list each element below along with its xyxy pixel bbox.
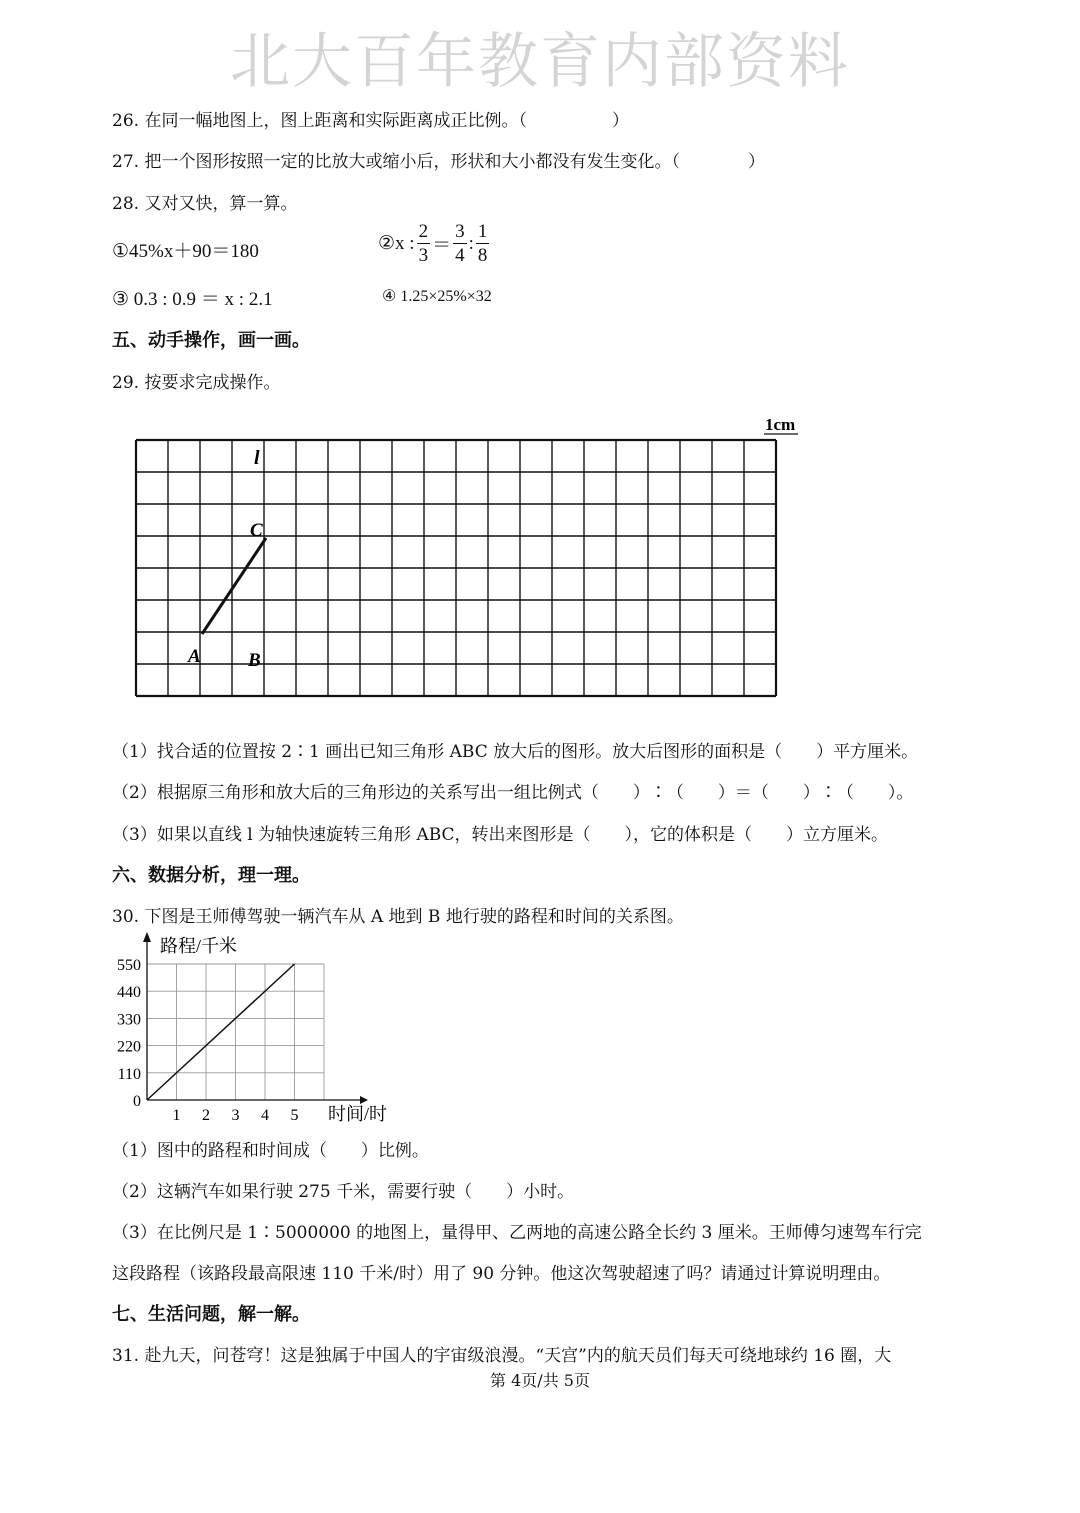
series-line: [147, 964, 295, 1100]
segment-ac: [202, 538, 266, 634]
chart-series: [147, 964, 295, 1100]
question-30-2: （2）这辆汽车如果行驶 275 千米，需要行驶（ ）小时。: [112, 1182, 575, 1202]
unit-label: 1cm: [765, 415, 796, 434]
fraction: [417, 222, 431, 265]
grid-lines: [136, 440, 776, 696]
question-26: 26. 在同一幅地图上，图上距离和实际距离成正比例。（ ）: [112, 111, 629, 131]
x-tick-label: 2: [202, 1107, 210, 1124]
question-30-3-line1: （3）在比例尺是 1∶5000000 的地图上，量得甲、乙两地的高速公路全长约 3 厘米。王师傅匀速驾车行完: [112, 1223, 922, 1243]
fraction-denominator: 8: [477, 245, 488, 266]
question-29-2: （2）根据原三角形和放大后的三角形边的关系写出一组比例式（ ）∶（ ）＝（ ）∶（ ）。: [112, 783, 914, 803]
calc-item-2-prefix: ②x :: [378, 233, 415, 254]
chart-grid: [147, 964, 324, 1100]
y-axis-label: 路程/千米: [160, 936, 238, 956]
fraction-numerator: 3: [455, 221, 465, 242]
fraction-denominator: 4: [455, 245, 465, 266]
x-axis-label: 时间/时: [328, 1104, 388, 1124]
chart-ticks: [117, 957, 299, 1124]
grid-figure: [120, 408, 820, 718]
y-axis-arrow: [143, 932, 151, 942]
fraction-numerator: 1: [477, 221, 488, 242]
question-30-3-line2: 这段路程（该路段最高限速 110 千米/时）用了 90 分钟。他这次驾驶超速了吗？请通过计算说明理由。: [112, 1264, 891, 1284]
y-tick-label: 550: [117, 957, 141, 974]
section-5-heading: 五、动手操作，画一画。: [112, 330, 310, 351]
question-29-1: （1）找合适的位置按 2∶1 画出已知三角形 ABC 放大后的图形。放大后图形的面积是（ ）平方厘米。: [112, 742, 919, 762]
y-tick-label: 330: [117, 1011, 141, 1029]
question-29-3: （3）如果以直线 l 为轴快速旋转三角形 ABC，转出来图形是（ ），它的体积是（ ）立方厘米。: [112, 825, 889, 845]
x-tick-label: 3: [231, 1107, 240, 1124]
calc-item-1: ①45%x＋90＝180: [112, 241, 259, 262]
calc-item-4: ④ 1.25×25%×32: [382, 288, 492, 305]
y-tick-label: 440: [117, 984, 141, 1002]
calc-item-2: [378, 222, 491, 265]
question-30: 30. 下图是王师傅驾驶一辆汽车从 A 地到 B 地行驶的路程和时间的关系图。: [112, 907, 684, 927]
label-line-l: l: [254, 447, 260, 469]
x-tick-label: 4: [261, 1107, 269, 1124]
section-6-heading: 六、数据分析，理一理。: [112, 865, 310, 886]
y-tick-label: 220: [117, 1038, 141, 1056]
section-7-heading: 七、生活问题，解一解。: [112, 1304, 310, 1325]
label-point-c: C: [250, 520, 263, 541]
fraction: [476, 222, 490, 265]
y-tick-label: 110: [117, 1065, 141, 1083]
label-point-a: A: [188, 646, 201, 667]
x-tick-label: 1: [172, 1107, 181, 1124]
page-footer: 第 4页/共 5页: [490, 1371, 590, 1390]
watermark: 北大百年教育内部资料: [230, 27, 850, 97]
y-tick-label: 0: [133, 1093, 141, 1110]
question-28: 28. 又对又快，算一算。: [112, 194, 298, 214]
calc-item-2-colon: :: [468, 232, 474, 254]
calc-item-2-equals: ＝: [432, 235, 452, 256]
question-29: 29. 按要求完成操作。: [112, 373, 281, 393]
question-27: 27. 把一个图形按照一定的比放大或缩小后，形状和大小都没有发生变化。（ ）: [112, 152, 765, 172]
question-30-1: （1）图中的路程和时间成（ ）比例。: [112, 1141, 429, 1161]
x-axis-arrow: [360, 1096, 368, 1104]
label-point-b: B: [248, 650, 261, 671]
distance-time-chart: [100, 928, 420, 1128]
calc-item-3: ③ 0.3 : 0.9 ＝ x : 2.1: [112, 289, 273, 310]
x-tick-label: 5: [290, 1107, 299, 1124]
question-31: 31. 赴九天，问苍穹！这是独属于中国人的宇宙级浪漫。“天宫”内的航天员们每天可绕地球约 16 圈，大: [112, 1346, 892, 1366]
fraction-numerator: 2: [418, 221, 429, 242]
fraction: [453, 222, 467, 265]
fraction-denominator: 3: [418, 245, 429, 266]
